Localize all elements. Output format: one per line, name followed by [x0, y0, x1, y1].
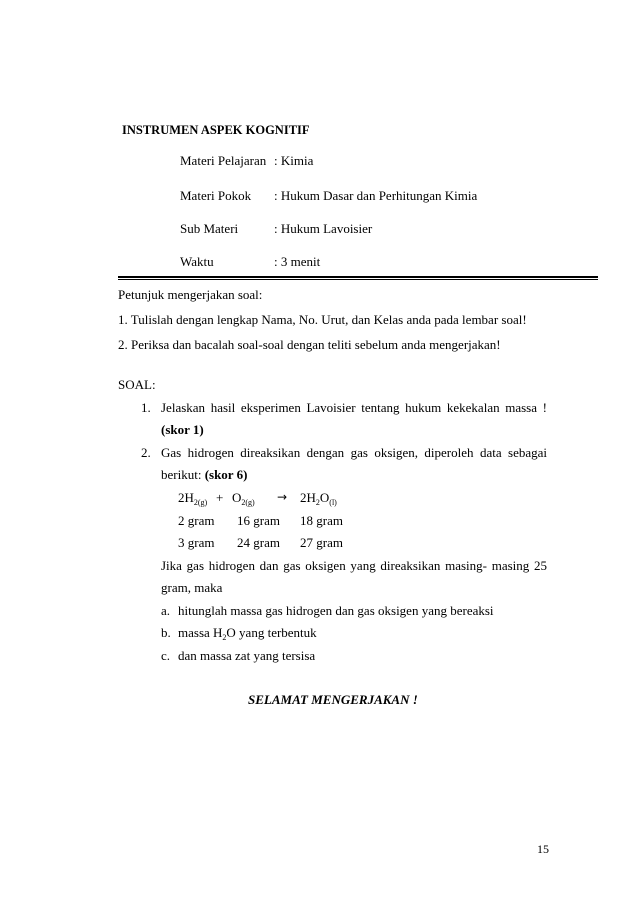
data-cell: 24 gram: [237, 535, 280, 550]
data-cell: 18 gram: [300, 513, 343, 528]
meta-label-subtopic: Sub Materi: [180, 221, 239, 236]
data-cell: 27 gram: [300, 535, 343, 550]
plus-sign: +: [216, 490, 224, 505]
question-number: 2.: [141, 445, 151, 460]
reactant-oxygen: $O_{2(g)}$: [232, 490, 255, 507]
meta-label-topic: Materi Pokok: [180, 188, 252, 203]
reaction-arrow-icon: →: [277, 490, 288, 504]
subitem-b-text: massa $H_2O$ yang terbentuk: [178, 625, 317, 642]
page-number: 15: [537, 842, 549, 856]
product-water: $2H_2O_{(l)}$: [300, 490, 337, 507]
subitem-letter: c.: [161, 648, 171, 663]
meta-label-subject: Materi Pelajaran: [180, 153, 267, 168]
data-cell: 3 gram: [178, 535, 215, 550]
data-cell: 2 gram: [178, 513, 215, 528]
subitem-c-text: dan massa zat yang tersisa: [178, 648, 316, 663]
data-cell: 16 gram: [237, 513, 280, 528]
question-2-text-cont: berikut: (skor 6): [161, 467, 248, 482]
question-2-paragraph: Jika gas hidrogen dan gas oksigen yang direaksikan masing- masing 25: [161, 558, 547, 573]
instruction-item: 2. Periksa dan bacalah soal-soal dengan teliti sebelum anda mengerjakan!: [118, 337, 501, 352]
subitem-letter: a.: [161, 603, 171, 618]
meta-value-topic: : Hukum Dasar dan Perhitungan Kimia: [274, 188, 478, 203]
subitem-a-text: hitunglah massa gas hidrogen dan gas oksigen yang bereaksi: [178, 603, 494, 618]
question-number: 1.: [141, 400, 151, 415]
meta-value-time: : 3 menit: [274, 254, 321, 269]
questions-heading: SOAL:: [118, 377, 156, 392]
document-title: INSTRUMEN ASPEK KOGNITIF: [122, 123, 310, 137]
question-2-text: Gas hidrogen direaksikan dengan gas oksigen, diperoleh data sebagai: [161, 445, 547, 460]
reactant-hydrogen: $2H_{2(g)}$: [178, 490, 208, 507]
instructions-heading: Petunjuk mengerjakan soal:: [118, 287, 263, 302]
question-1-score: (skor 1): [161, 422, 204, 437]
question-1-text: Jelaskan hasil eksperimen Lavoisier tentang hukum kekekalan massa !: [161, 400, 547, 415]
question-2-score: (skor 6): [204, 467, 248, 482]
meta-value-subtopic: : Hukum Lavoisier: [274, 221, 373, 236]
subitem-letter: b.: [161, 625, 171, 640]
header-divider-thin: [118, 279, 598, 280]
instruction-item: 1. Tulislah dengan lengkap Nama, No. Urut, dan Kelas anda pada lembar soal!: [118, 312, 527, 327]
question-2-paragraph-cont: gram, maka: [161, 580, 223, 595]
closing-message: SELAMAT MENGERJAKAN !: [248, 692, 418, 707]
header-divider: [118, 276, 598, 278]
meta-label-time: Waktu: [180, 254, 214, 269]
meta-value-subject: : Kimia: [274, 153, 314, 168]
